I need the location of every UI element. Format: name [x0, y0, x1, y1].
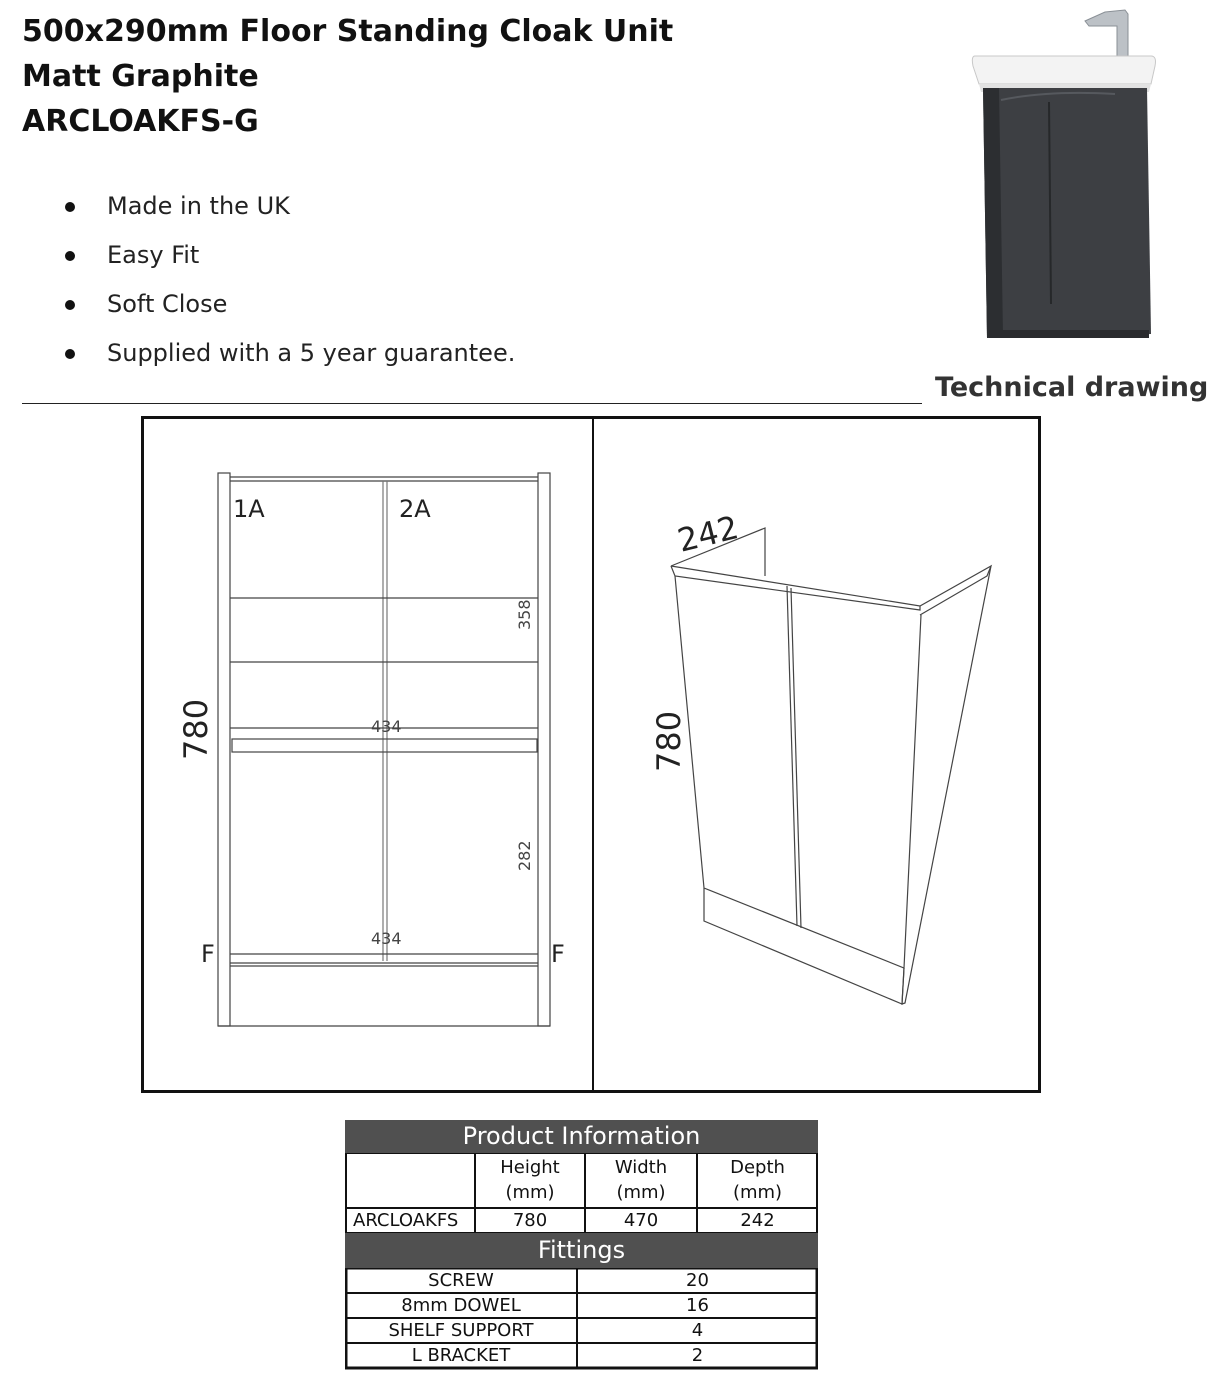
width-label-bottom: 434: [371, 929, 402, 948]
product-code: ARCLOAKFS-G: [22, 104, 259, 139]
front-height-label: 780: [177, 698, 215, 760]
row-code: ARCLOAKFS: [353, 1210, 459, 1231]
technical-drawing-label: Technical drawing: [935, 372, 1209, 403]
row-width: 470: [623, 1210, 659, 1231]
fitting-qty: 4: [691, 1320, 704, 1341]
feature-item: Made in the UK: [60, 186, 515, 235]
col-header-depth-unit: (mm): [732, 1182, 783, 1203]
product-photo: [965, 4, 1165, 344]
upper-dim-label: 358: [515, 599, 534, 630]
fitting-qty: 2: [691, 1345, 704, 1366]
col-header-height-unit: (mm): [505, 1182, 555, 1203]
width-label-mid: 434: [371, 717, 402, 736]
col-header-width: Width: [614, 1157, 668, 1178]
feature-item: Supplied with a 5 year guarantee.: [60, 333, 515, 382]
fitting-name: SHELF SUPPORT: [388, 1320, 534, 1341]
row-height: 780: [512, 1210, 548, 1231]
fitting-qty: 16: [686, 1295, 709, 1316]
fitting-qty: 20: [686, 1270, 709, 1291]
row-depth: 242: [740, 1210, 775, 1231]
col-header-width-unit: (mm): [616, 1182, 666, 1203]
fitting-name: L BRACKET: [411, 1345, 511, 1366]
product-title: 500x290mm Floor Standing Cloak Unit: [22, 14, 674, 49]
col-header-height: Height: [500, 1157, 560, 1178]
lower-dim-label: 282: [515, 840, 534, 871]
foot-label-right: F: [551, 940, 565, 968]
door-label-1a: 1A: [233, 495, 265, 523]
col-header-depth: Depth: [730, 1157, 785, 1178]
product-info-title: Product Information: [345, 1120, 818, 1153]
iso-depth-label: 242: [673, 508, 743, 560]
iso-height-label: 780: [650, 710, 688, 772]
fittings-title: Fittings: [345, 1233, 818, 1268]
fitting-name: 8mm DOWEL: [401, 1295, 521, 1316]
feature-item: Soft Close: [60, 284, 515, 333]
product-finish: Matt Graphite: [22, 59, 259, 94]
fitting-name: SCREW: [428, 1270, 494, 1291]
technical-drawing: [141, 416, 1041, 1093]
product-info-table: [345, 1120, 818, 1370]
foot-label-left: F: [201, 940, 215, 968]
door-label-2a: 2A: [399, 495, 431, 523]
divider: [22, 403, 922, 404]
feature-item: Easy Fit: [60, 235, 515, 284]
feature-list: [60, 186, 515, 382]
